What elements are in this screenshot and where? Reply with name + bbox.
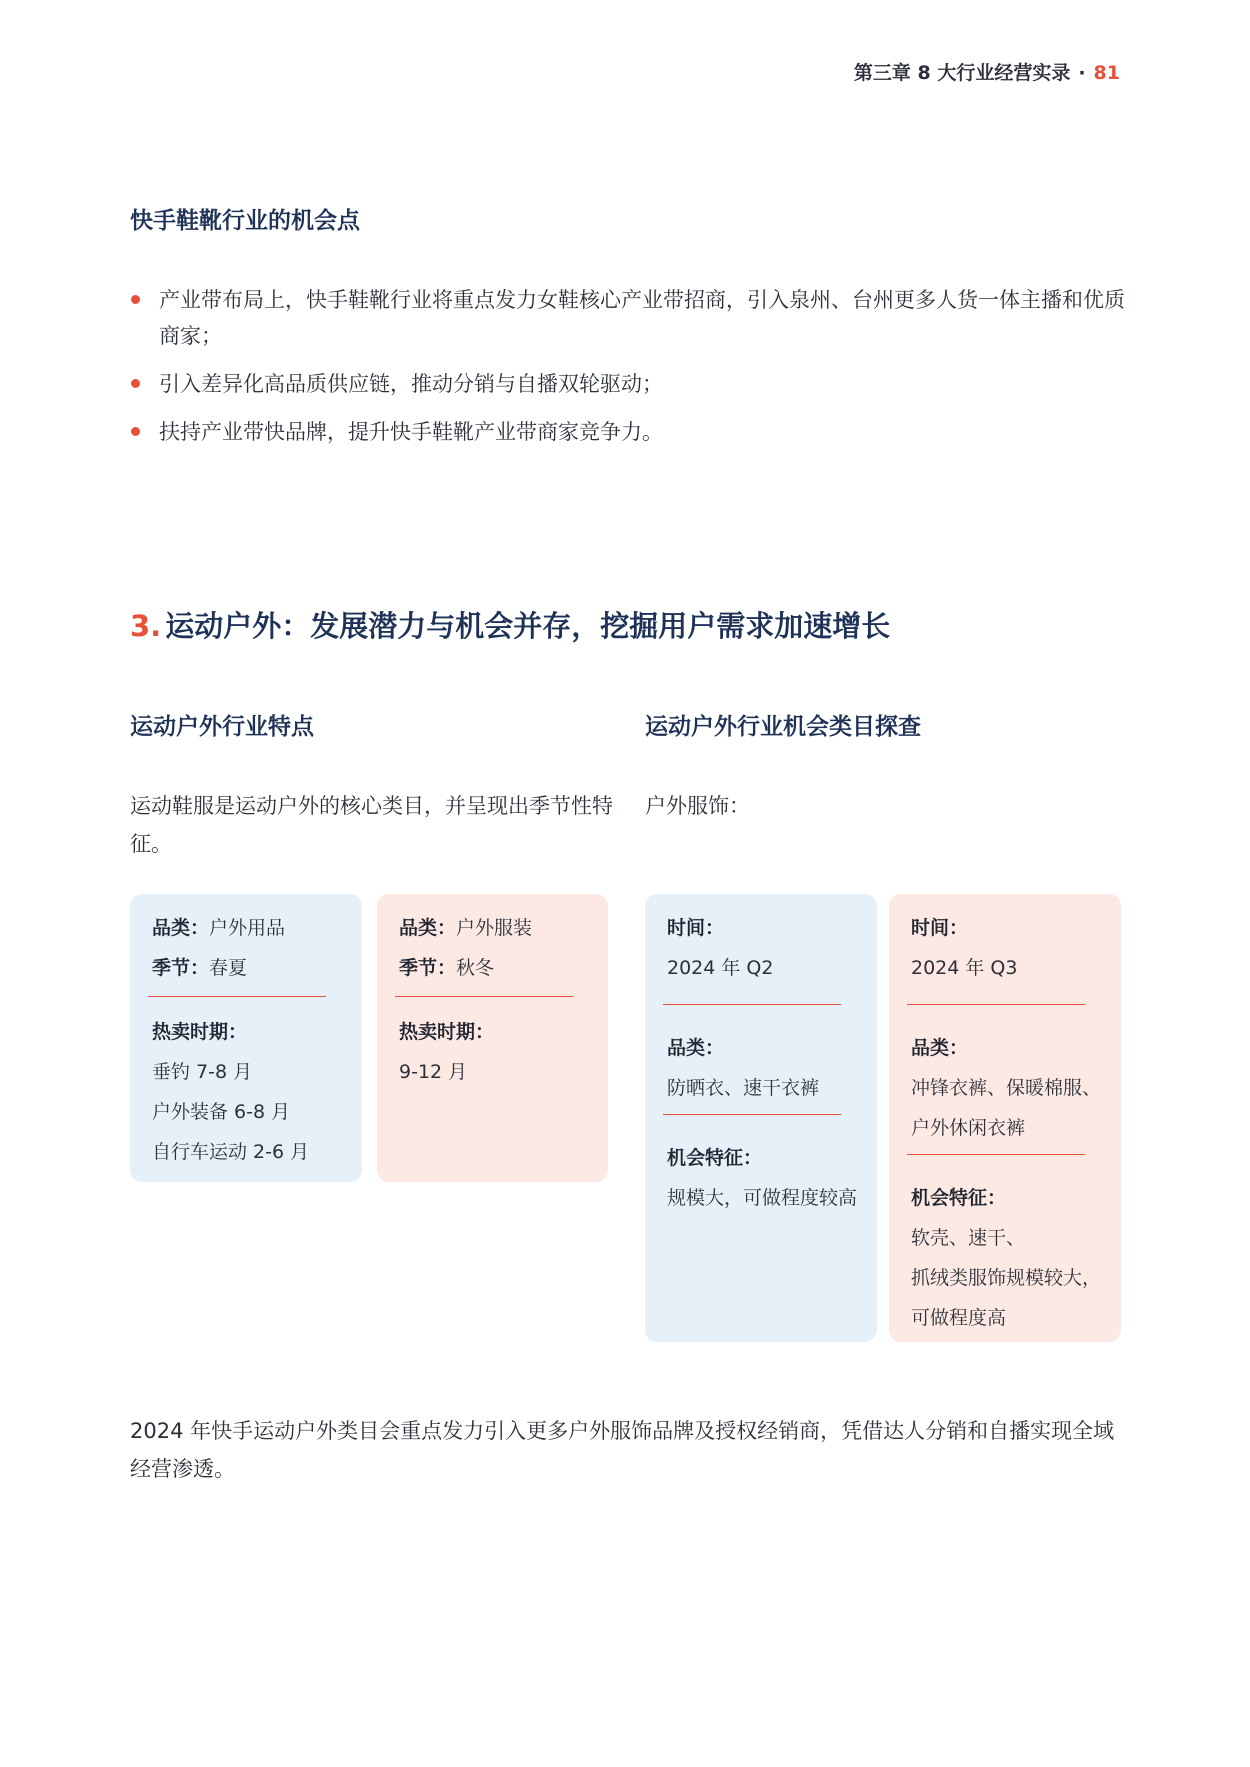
season-value: 春夏 [209, 957, 248, 979]
card-peak-label-row [399, 1020, 598, 1044]
bullet-item [130, 282, 1128, 354]
category-value: 户外用品 [209, 917, 286, 939]
card-category-row [152, 916, 352, 940]
time-label [667, 916, 867, 940]
category-line: 冲锋衣裤、保暖棉服、 [911, 1077, 1102, 1099]
time-value: 2024 年 Q3 [911, 957, 1018, 979]
feature-label-row [667, 1146, 867, 1170]
card-divider [148, 996, 326, 997]
closing-paragraph: 2024 年快手运动户外类目会重点发力引入更多户外服饰品牌及授权经销商，凭借达人分销和自播实现全域经营渗透。 [130, 1419, 1115, 1481]
time-label-text: 时间： [667, 917, 725, 939]
bullet-text: 引入差异化高品质供应链，推动分销与自播双轮驱动； [159, 372, 663, 396]
peak-label: 热卖时期： [399, 1021, 495, 1043]
bullet-dot-icon [131, 295, 140, 304]
category-label: 品类： [399, 917, 457, 939]
time-value: 2024 年 Q2 [667, 957, 774, 979]
category-label-row [667, 1036, 867, 1060]
feature-label: 机会特征： [911, 1187, 1007, 1209]
bullet-dot-icon [131, 427, 140, 436]
opportunity-heading: 快手鞋靴行业的机会点 [130, 208, 360, 234]
peak-label: 热卖时期： [152, 1021, 248, 1043]
page-number: 81 [1093, 62, 1120, 84]
season-label: 季节： [399, 957, 457, 979]
feature-line: 可做程度高 [911, 1307, 1007, 1329]
bullet-item [130, 366, 1128, 402]
right-intro-text: 户外服饰： [645, 794, 750, 818]
bullet-text: 产业带布局上，快手鞋靴行业将重点发力女鞋核心产业带招商，引入泉州、台州更多人货一体主播和优质商家； [159, 288, 1125, 348]
header-separator: · [1078, 62, 1086, 84]
left-intro-text: 运动鞋服是运动户外的核心类目，并呈现出季节性特征。 [130, 794, 613, 856]
peak-item: 自行车运动 2-6 月 [152, 1141, 310, 1163]
card-peak-label-row [152, 1020, 352, 1044]
feature-label: 机会特征： [667, 1147, 763, 1169]
peak-item: 9-12 月 [399, 1061, 468, 1083]
season-value: 秋冬 [456, 957, 495, 979]
opportunity-card-q3 [889, 894, 1121, 1342]
category-label: 品类： [911, 1037, 969, 1059]
section-title [130, 604, 890, 645]
feature-line: 规模大，可做程度较高 [667, 1187, 858, 1209]
bullet-dot-icon [131, 379, 140, 388]
right-column-heading: 运动户外行业机会类目探查 [645, 714, 921, 740]
category-label-row [911, 1036, 1111, 1060]
card-season-row [152, 956, 352, 980]
season-label: 季节： [152, 957, 210, 979]
card-divider [663, 1114, 841, 1115]
time-label [911, 916, 1111, 940]
left-column-heading: 运动户外行业特点 [130, 714, 314, 740]
season-card-outdoor-goods [130, 894, 362, 1182]
category-label: 品类： [152, 917, 210, 939]
season-card-outdoor-apparel [377, 894, 608, 1182]
section-number: 3. [130, 609, 162, 643]
card-category-row [399, 916, 598, 940]
card-divider [663, 1004, 841, 1005]
category-line: 防晒衣、速干衣裤 [667, 1077, 820, 1099]
bullet-item [130, 414, 1128, 450]
category-value: 户外服装 [456, 917, 533, 939]
opportunity-card-q2 [645, 894, 877, 1342]
section-title-text: 运动户外：发展潜力与机会并存，挖掘用户需求加速增长 [165, 609, 891, 643]
peak-item: 垂钓 7-8 月 [152, 1061, 253, 1083]
time-label-text: 时间： [911, 917, 969, 939]
feature-line: 抓绒类服饰规模较大， [911, 1267, 1102, 1289]
running-header [854, 58, 1120, 85]
card-season-row [399, 956, 598, 980]
chapter-title: 第三章 8 大行业经营实录 [853, 62, 1071, 84]
bullet-text: 扶持产业带快品牌，提升快手鞋靴产业带商家竞争力。 [159, 420, 663, 444]
feature-label-row [911, 1186, 1111, 1210]
feature-line: 软壳、速干、 [911, 1227, 1026, 1249]
card-divider [907, 1154, 1085, 1155]
category-label: 品类： [667, 1037, 725, 1059]
peak-item: 户外装备 6-8 月 [152, 1101, 291, 1123]
card-divider [907, 1004, 1085, 1005]
card-divider [395, 996, 573, 997]
category-line: 户外休闲衣裤 [911, 1117, 1026, 1139]
opportunity-bullet-list [130, 282, 1128, 462]
